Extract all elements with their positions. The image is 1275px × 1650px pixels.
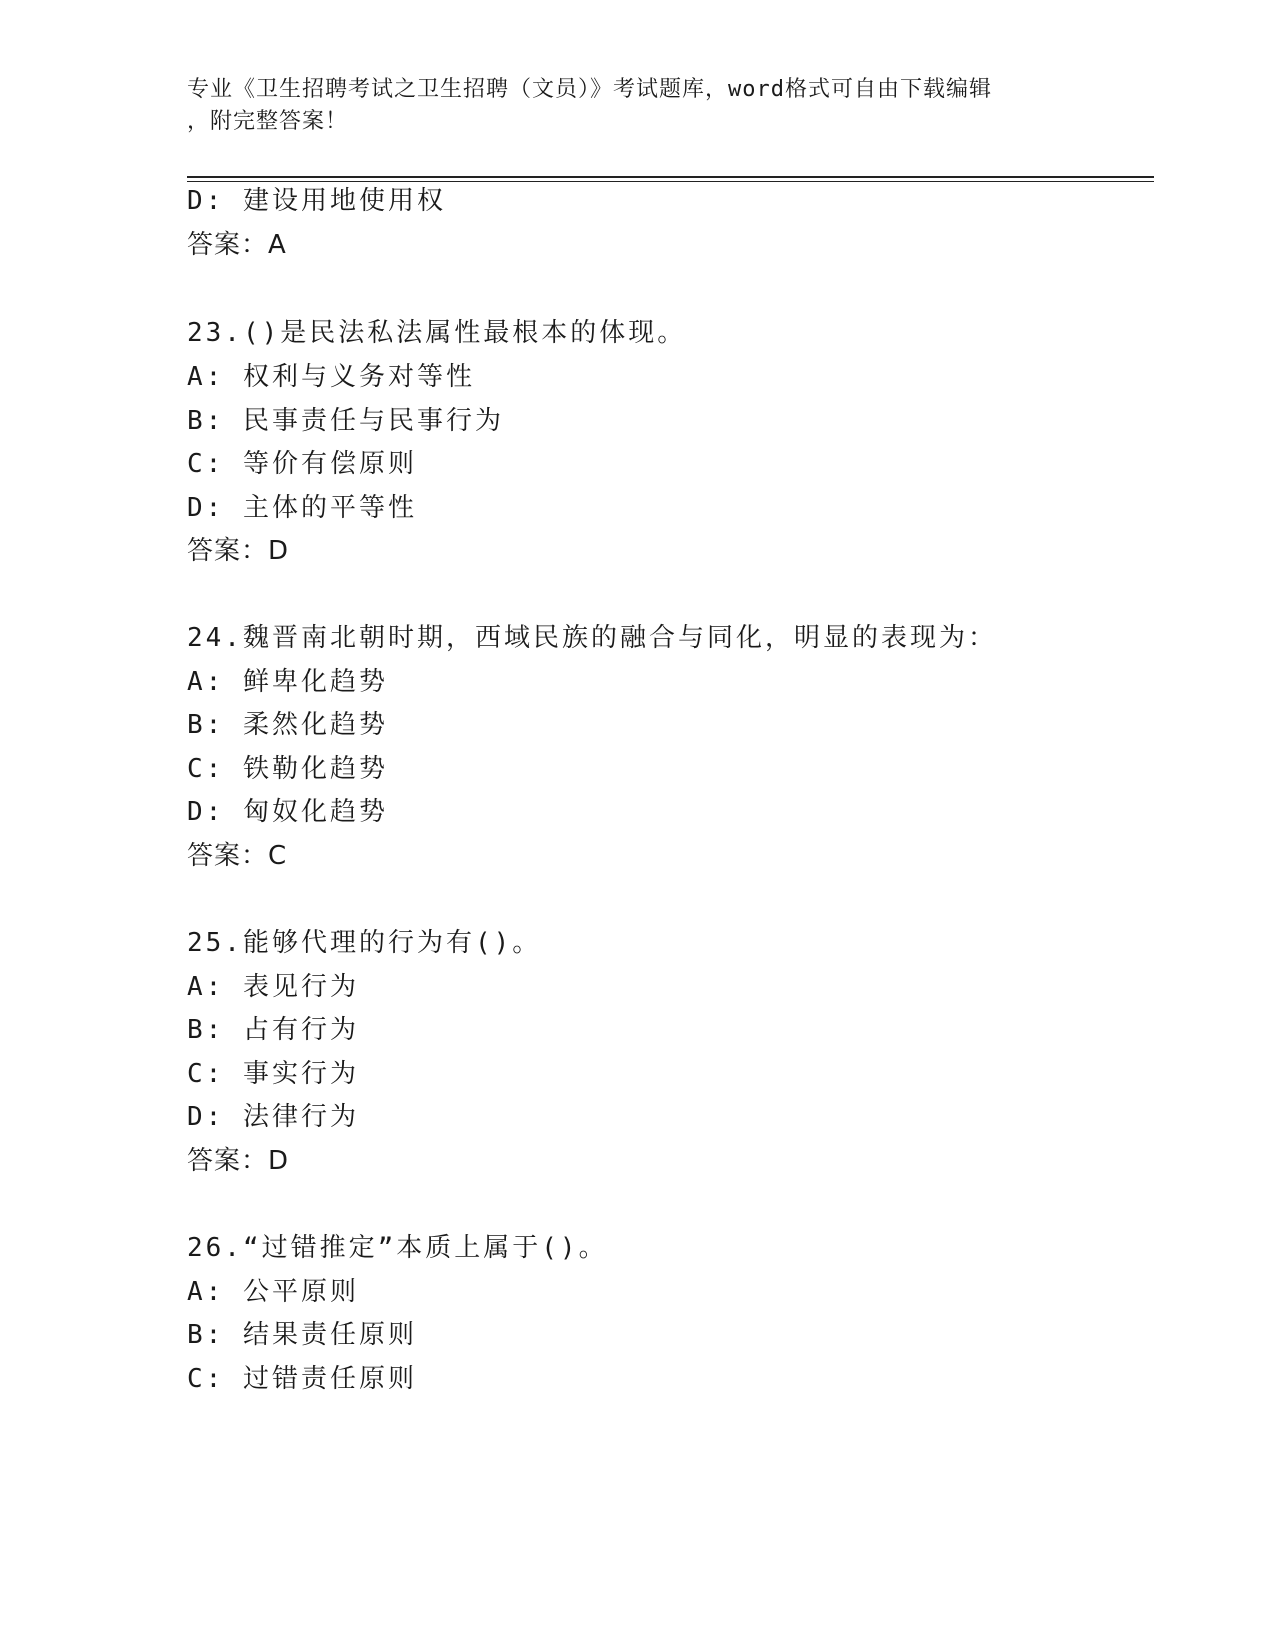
document-header [187, 74, 1067, 138]
q24-stem: 24.魏晋南北朝时期，西域民族的融合与同化，明显的表现为： [187, 623, 997, 653]
q24-option-d: D: 匈奴化趋势 [187, 797, 388, 827]
q24-option-c: C: 铁勒化趋势 [187, 754, 388, 784]
q24-answer: 答案：C [187, 841, 288, 871]
q25-option-a: A: 表见行为 [187, 972, 359, 1002]
header-line-2: ，附完整答案！ [187, 109, 349, 134]
q24-option-a: A: 鲜卑化趋势 [187, 667, 388, 697]
q22-answer: 答案：A [187, 230, 287, 260]
q23-stem: 23.()是民法私法属性最根本的体现。 [187, 318, 687, 348]
header-divider-thick [187, 176, 1154, 178]
q22-option-d: D: 建设用地使用权 [187, 186, 446, 216]
q23-answer: 答案：D [187, 536, 290, 566]
header-line-1: 专业《卫生招聘考试之卫生招聘（文员）》考试题库，word格式可自由下载编辑 [187, 77, 992, 102]
q26-option-c: C: 过错责任原则 [187, 1364, 417, 1394]
q26-option-a: A: 公平原则 [187, 1277, 359, 1307]
q23-option-b: B: 民事责任与民事行为 [187, 406, 504, 436]
q25-stem: 25.能够代理的行为有()。 [187, 928, 542, 958]
q24-option-b: B: 柔然化趋势 [187, 710, 388, 740]
q25-option-c: C: 事实行为 [187, 1059, 359, 1089]
q26-stem: 26.“过错推定”本质上属于()。 [187, 1233, 608, 1263]
header-divider-thin [187, 181, 1154, 182]
q25-option-b: B: 占有行为 [187, 1015, 359, 1045]
q23-option-a: A: 权利与义务对等性 [187, 362, 475, 392]
q25-option-d: D: 法律行为 [187, 1102, 359, 1132]
q23-option-d: D: 主体的平等性 [187, 493, 417, 523]
q23-option-c: C: 等价有偿原则 [187, 449, 417, 479]
q26-option-b: B: 结果责任原则 [187, 1320, 417, 1350]
q25-answer: 答案：D [187, 1146, 290, 1176]
